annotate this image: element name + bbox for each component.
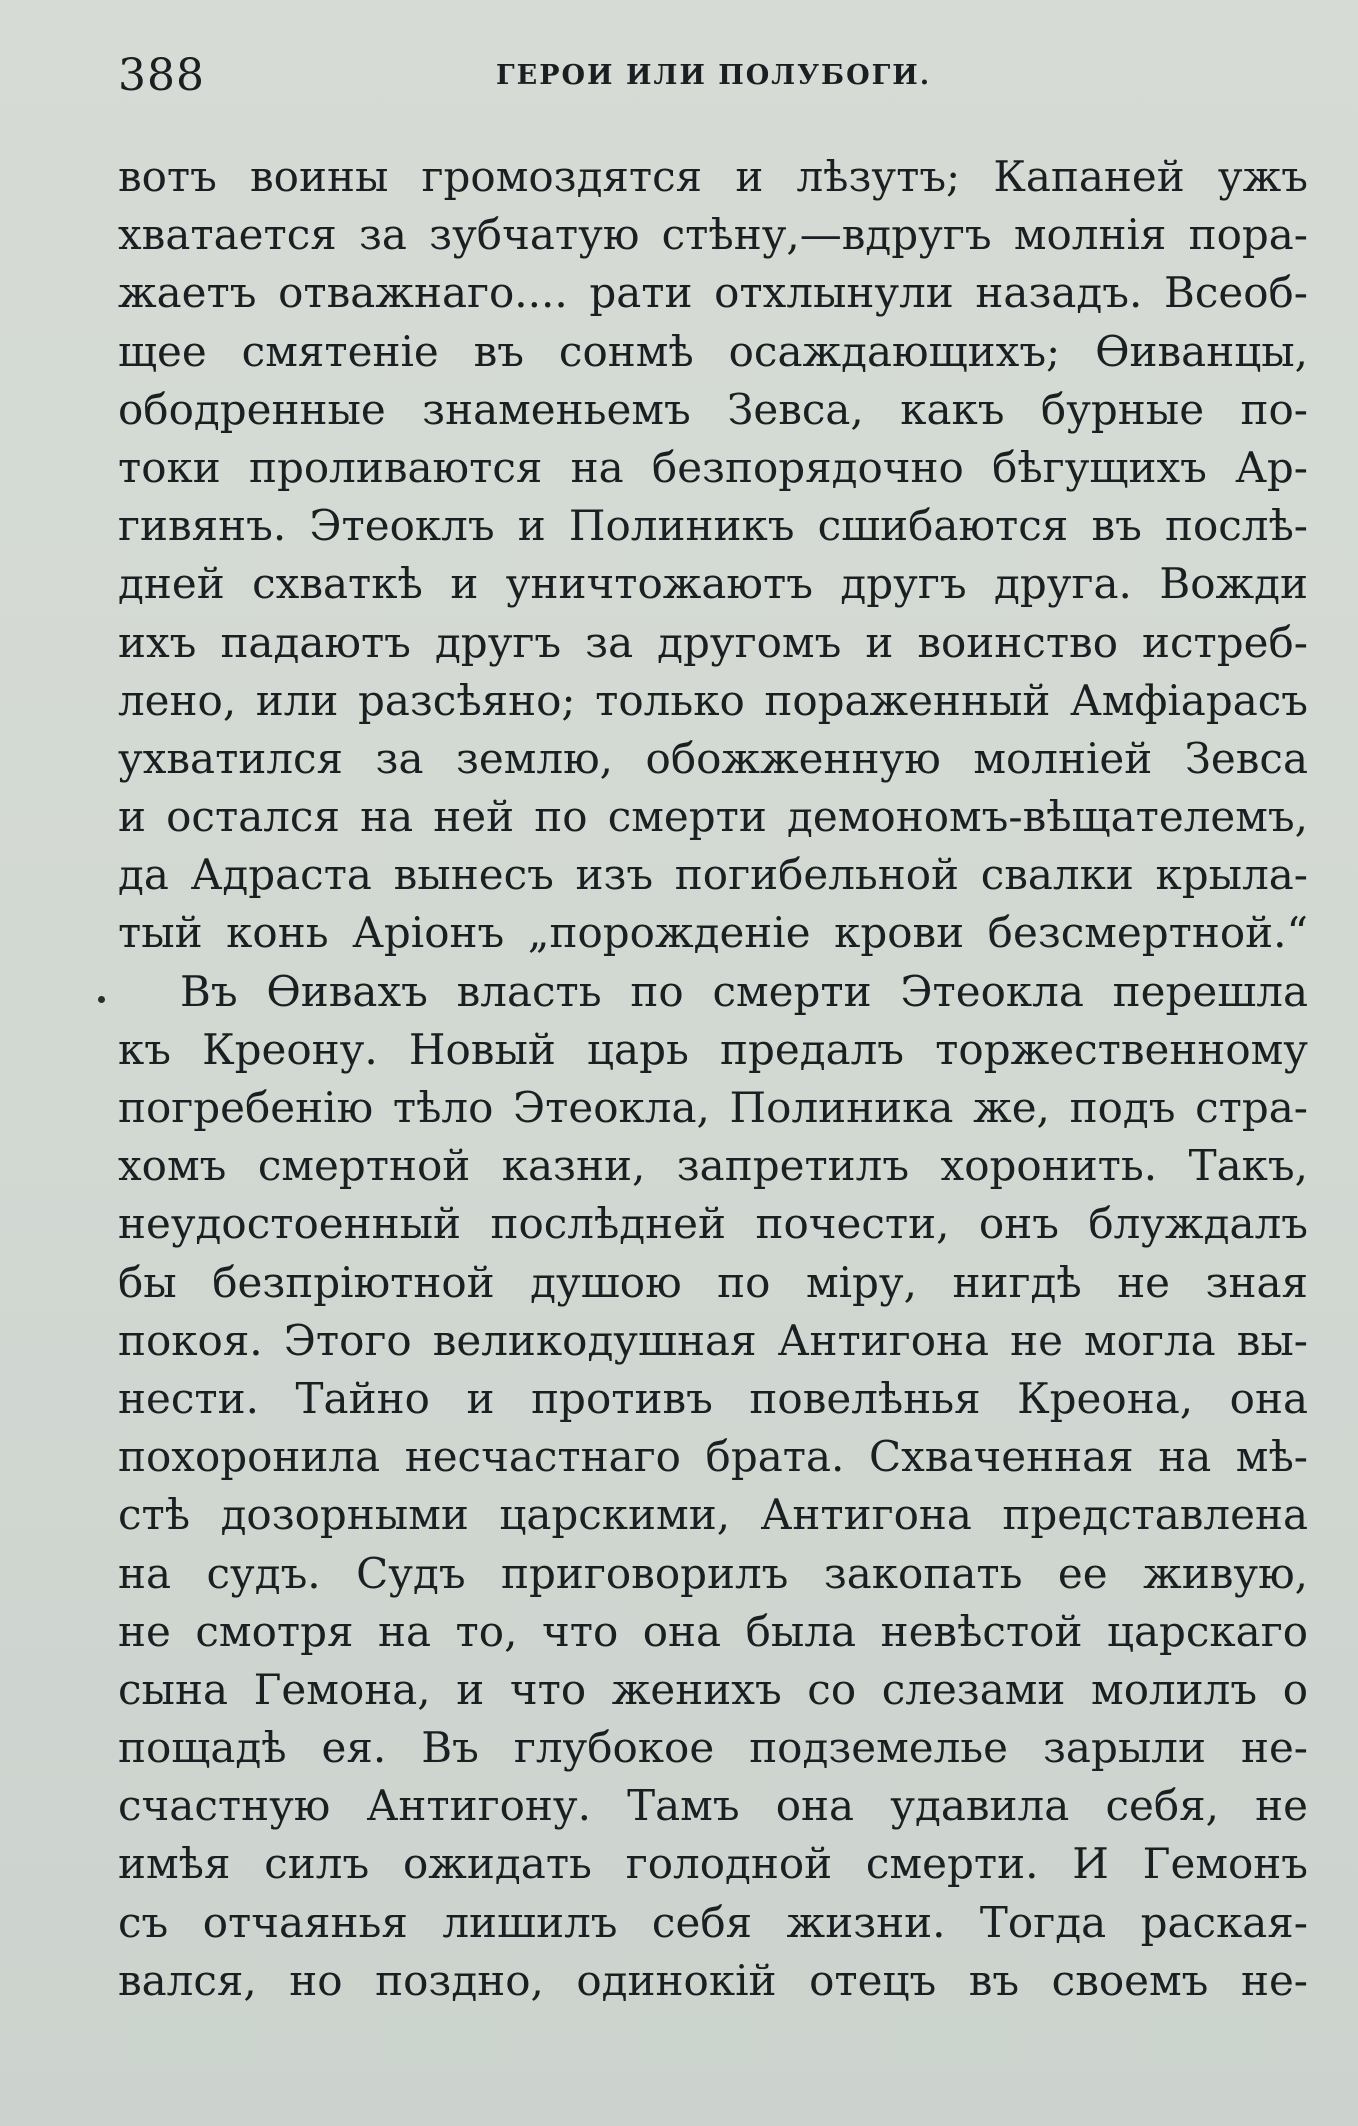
text-line: похоронила несчастнаго брата. Схваченная на мѣ-	[118, 1432, 1308, 1482]
text-line: не смотря на то, что она была невѣстой царскаго	[118, 1606, 1308, 1656]
paragraph-2	[118, 963, 1308, 2010]
text-line: ободренные знаменьемъ Зевса, какъ бурные по-	[118, 384, 1308, 434]
text-line: ихъ падаютъ другъ за другомъ и воинство истреб-	[118, 617, 1308, 667]
text-line: имѣя силъ ожидать голодной смерти. И Гемонъ	[118, 1839, 1308, 1889]
text-line: гивянъ. Этеоклъ и Полиникъ сшибаются въ послѣ-	[118, 501, 1308, 551]
text-line: вался, но поздно, одинокій отецъ въ своемъ не-	[118, 1955, 1308, 2005]
body-text	[118, 148, 1308, 2010]
text-line: стѣ дозорными царскими, Антигона представлена	[118, 1490, 1308, 1540]
text-line: жаетъ отважнаго.... рати отхлынули назадъ. Всеоб-	[118, 268, 1308, 318]
text-line: нести. Тайно и противъ повелѣнья Креона, она	[118, 1373, 1308, 1423]
text-line: неудостоенный послѣдней почести, онъ блуждалъ	[118, 1199, 1308, 1249]
text-line: покоя. Этого великодушная Антигона не могла вы-	[118, 1315, 1308, 1365]
text-line: хватается за зубчатую стѣну,—вдругъ молнія пора-	[118, 210, 1308, 260]
text-line: токи проливаются на безпорядочно бѣгущихъ Ар-	[118, 442, 1308, 492]
text-line: сына Гемона, и что женихъ со слезами молилъ о	[118, 1664, 1308, 1714]
running-head: ГЕРОИ ИЛИ ПОЛУБОГИ.	[496, 60, 932, 91]
text-line: и остался на ней по смерти демономъ-вѣщателемъ,	[118, 792, 1308, 842]
paragraph-1	[118, 148, 1308, 963]
text-line: къ Креону. Новый царь предалъ торжественному	[118, 1024, 1308, 1074]
margin-mark	[98, 996, 105, 1003]
text-line: щее смятеніе въ сонмѣ осаждающихъ; Ѳиванцы,	[118, 326, 1308, 376]
text-line: тый конь Аріонъ „порожденіе крови безсмертной.“	[118, 908, 1308, 958]
text-line: погребенію тѣло Этеокла, Полиника же, подъ стра-	[118, 1083, 1308, 1132]
text-line: на судъ. Судъ приговорилъ закопать ее живую,	[118, 1548, 1308, 1598]
text-line: съ отчаянья лишилъ себя жизни. Тогда раская-	[118, 1897, 1308, 1947]
text-line: дней схваткѣ и уничтожаютъ другъ друга. Вожди	[118, 559, 1308, 609]
text-line: да Адраста вынесъ изъ погибельной свалки крыла-	[118, 850, 1308, 900]
page-header	[118, 42, 1308, 112]
text-line: ухватился за землю, обожженную молніей Зевса	[118, 733, 1308, 783]
text-line: хомъ смертной казни, запретилъ хоронить. Такъ,	[118, 1141, 1308, 1191]
text-line: счастную Антигону. Тамъ она удавила себя, не	[118, 1781, 1308, 1831]
text-line: лено, или разсѣяно; только пораженный Амфіарасъ	[118, 675, 1308, 725]
text-line: вотъ воины громоздятся и лѣзутъ; Капаней ужъ	[118, 152, 1308, 201]
text-line: бы безпріютной душою по міру, нигдѣ не зная	[118, 1257, 1308, 1307]
text-line: пощадѣ ея. Въ глубокое подземелье зарыли не-	[118, 1723, 1308, 1773]
text-line: Въ Ѳивахъ власть по смерти Этеокла перешла	[180, 966, 1308, 1016]
page-number: 388	[118, 50, 205, 101]
